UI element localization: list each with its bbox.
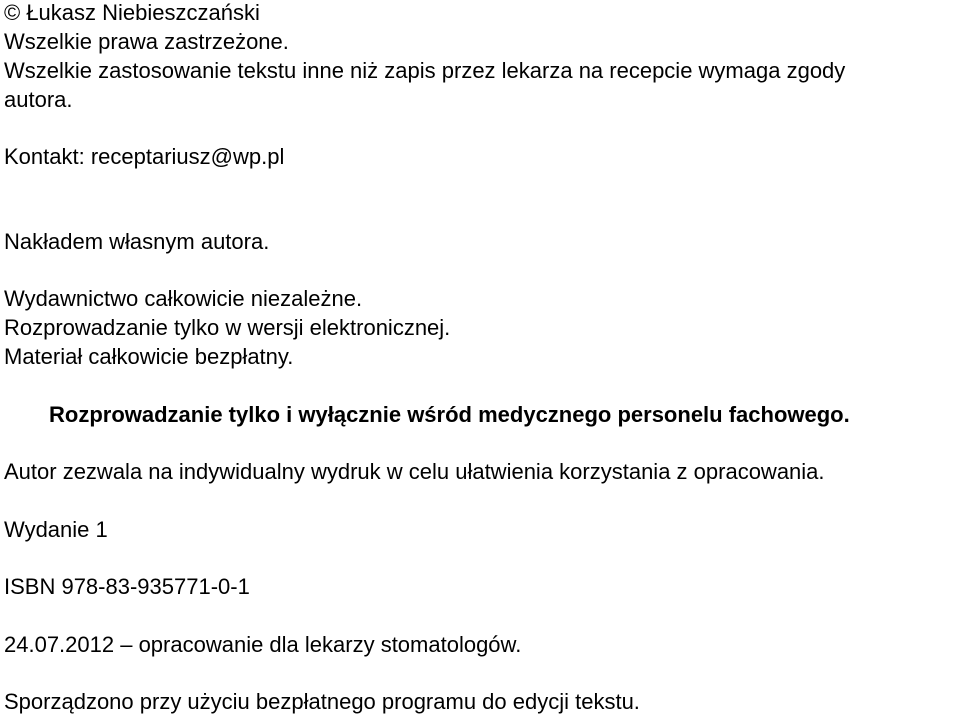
copyright-rights-line: Wszelkie prawa zastrzeżone. <box>4 29 289 54</box>
print-permission-line: Autor zezwala na indywidualny wydruk w celu ułatwienia korzystania z opracowania. <box>4 459 825 484</box>
copyright-author-line: © Łukasz Niebieszczański <box>4 0 260 25</box>
software-note-line: Sporządzono przy użyciu bezpłatnego programu do edycji tekstu. <box>4 689 640 714</box>
self-published-line: Nakładem własnym autora. <box>4 229 270 254</box>
contact-line: Kontakt: receptariusz@wp.pl <box>4 144 285 169</box>
free-material-line: Materiał całkowicie bezpłatny. <box>4 344 294 369</box>
isbn-line: ISBN 978-83-935771-0-1 <box>4 574 250 599</box>
independent-publisher-line: Wydawnictwo całkowicie niezależne. <box>4 286 363 311</box>
copyright-usage-line-continued: autora. <box>4 87 73 112</box>
copyright-usage-line: Wszelkie zastosowanie tekstu inne niż zapis przez lekarza na recepcie wymaga zgody <box>4 58 846 83</box>
edition-line: Wydanie 1 <box>4 517 108 542</box>
date-note-line: 24.07.2012 – opracowanie dla lekarzy stomatologów. <box>4 632 522 657</box>
electronic-distribution-line: Rozprowadzanie tylko w wersji elektronicznej. <box>4 315 451 340</box>
distribution-notice: Rozprowadzanie tylko i wyłącznie wśród medycznego personelu fachowego. <box>49 402 850 427</box>
